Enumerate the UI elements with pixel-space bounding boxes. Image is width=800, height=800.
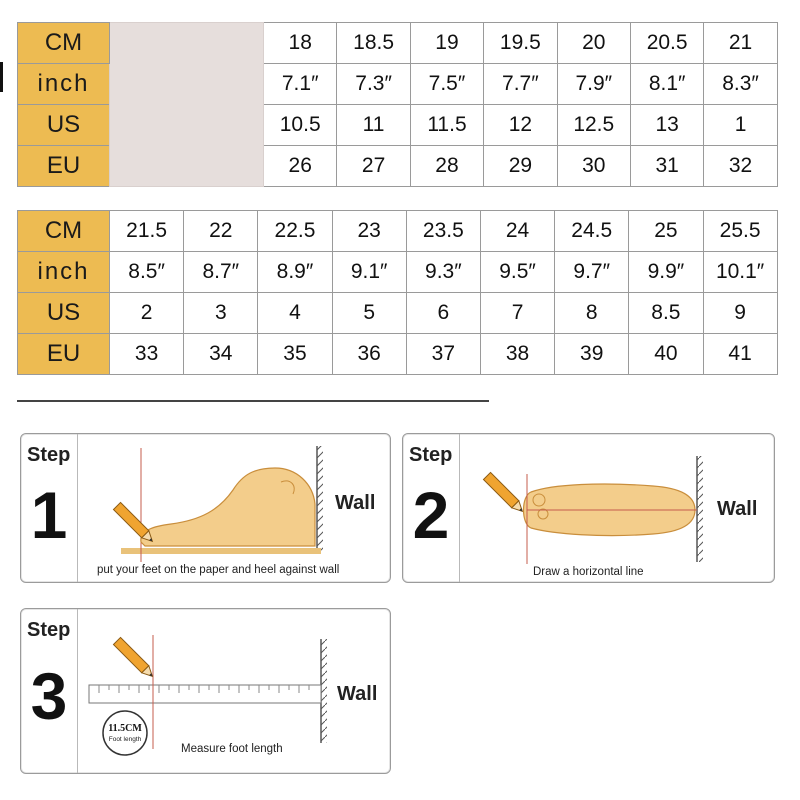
size-table-2 [17, 210, 778, 375]
paper [121, 548, 321, 554]
cell: 13 [630, 105, 703, 146]
cell: 4 [258, 293, 332, 334]
step-label: Step [27, 619, 71, 641]
header-eu: EU [18, 146, 110, 187]
product-photo-placeholder [110, 23, 264, 187]
card-separator [77, 609, 78, 773]
cell: 8.3″ [704, 64, 777, 105]
wall-label: Wall [717, 498, 758, 520]
size-table-1 [17, 22, 778, 187]
cell: 19 [410, 23, 483, 64]
wall-hatch [317, 446, 323, 554]
cell: 8.5 [629, 293, 703, 334]
step-number: 3 [30, 659, 68, 733]
divider [17, 400, 489, 402]
cell: 18 [264, 23, 337, 64]
table-row-eu [18, 334, 778, 375]
cell: 36 [332, 334, 406, 375]
wall-label: Wall [337, 683, 378, 705]
header-cm: CM [18, 23, 110, 64]
measurement-sub: Foot length [108, 736, 142, 743]
cell: 8.1″ [630, 64, 703, 105]
table-row-cm [18, 211, 778, 252]
cell: 39 [555, 334, 629, 375]
cell: 25.5 [703, 211, 777, 252]
cell: 18.5 [337, 23, 410, 64]
step-number: 2 [412, 478, 450, 552]
cell: 26 [264, 146, 337, 187]
cell: 7.3″ [337, 64, 410, 105]
table-row-inch [18, 252, 778, 293]
step-caption: Measure foot length [181, 743, 283, 755]
cell: 32 [704, 146, 777, 187]
header-us: US [18, 293, 110, 334]
cell: 22.5 [258, 211, 332, 252]
cell: 8.9″ [258, 252, 332, 293]
card-separator [77, 434, 78, 582]
cell: 10.5 [264, 105, 337, 146]
step-caption: put your feet on the paper and heel against wall [97, 564, 340, 576]
cell: 33 [110, 334, 184, 375]
cell: 41 [703, 334, 777, 375]
cell: 31 [630, 146, 703, 187]
cell: 21 [704, 23, 777, 64]
cell: 23 [332, 211, 406, 252]
cell: 3 [184, 293, 258, 334]
pencil-icon [113, 502, 155, 544]
cell: 19.5 [484, 23, 557, 64]
step-label: Step [27, 444, 71, 466]
pencil-icon [483, 472, 525, 514]
measurement-value: 11.5CM [108, 723, 142, 734]
header-eu: EU [18, 334, 110, 375]
step-2-card [402, 433, 775, 583]
card-separator [459, 434, 460, 582]
step-number: 1 [30, 478, 68, 552]
header-us: US [18, 105, 110, 146]
cell: 7.5″ [410, 64, 483, 105]
edge-mark [0, 62, 3, 92]
cell: 8.5″ [110, 252, 184, 293]
step-3-card [20, 608, 391, 774]
wall-hatch [697, 456, 703, 562]
cell: 7 [480, 293, 554, 334]
cell: 12.5 [557, 105, 630, 146]
header-cm: CM [18, 211, 110, 252]
step-label: Step [409, 444, 453, 466]
cell: 5 [332, 293, 406, 334]
cell: 22 [184, 211, 258, 252]
wall-label: Wall [335, 492, 376, 514]
cell: 7.1″ [264, 64, 337, 105]
cell: 9.1″ [332, 252, 406, 293]
cell: 10.1″ [703, 252, 777, 293]
foot-shape [141, 468, 315, 546]
cell: 34 [184, 334, 258, 375]
cell: 20.5 [630, 23, 703, 64]
cell: 2 [110, 293, 184, 334]
cell: 30 [557, 146, 630, 187]
cell: 6 [406, 293, 480, 334]
cell: 8.7″ [184, 252, 258, 293]
cell: 35 [258, 334, 332, 375]
cell: 29 [484, 146, 557, 187]
cell: 37 [406, 334, 480, 375]
cell: 8 [555, 293, 629, 334]
cell: 1 [704, 105, 777, 146]
cell: 12 [484, 105, 557, 146]
cell: 23.5 [406, 211, 480, 252]
header-inch: inch [18, 252, 110, 293]
cell: 9.3″ [406, 252, 480, 293]
header-inch: inch [18, 64, 110, 105]
step-1-card [20, 433, 391, 583]
cell: 24 [480, 211, 554, 252]
cell: 25 [629, 211, 703, 252]
cell: 38 [480, 334, 554, 375]
cell: 9.9″ [629, 252, 703, 293]
wall-hatch [321, 639, 327, 743]
cell: 9 [703, 293, 777, 334]
pencil-icon [113, 637, 155, 679]
cell: 40 [629, 334, 703, 375]
cell: 11 [337, 105, 410, 146]
cell: 7.9″ [557, 64, 630, 105]
cell: 20 [557, 23, 630, 64]
step-caption: Draw a horizontal line [533, 566, 644, 578]
cell: 27 [337, 146, 410, 187]
cell: 9.7″ [555, 252, 629, 293]
cell: 21.5 [110, 211, 184, 252]
cell: 7.7″ [484, 64, 557, 105]
table-row-cm [18, 23, 778, 64]
ruler [89, 685, 321, 703]
cell: 28 [410, 146, 483, 187]
cell: 24.5 [555, 211, 629, 252]
cell: 11.5 [410, 105, 483, 146]
table-row-us [18, 293, 778, 334]
cell: 9.5″ [480, 252, 554, 293]
